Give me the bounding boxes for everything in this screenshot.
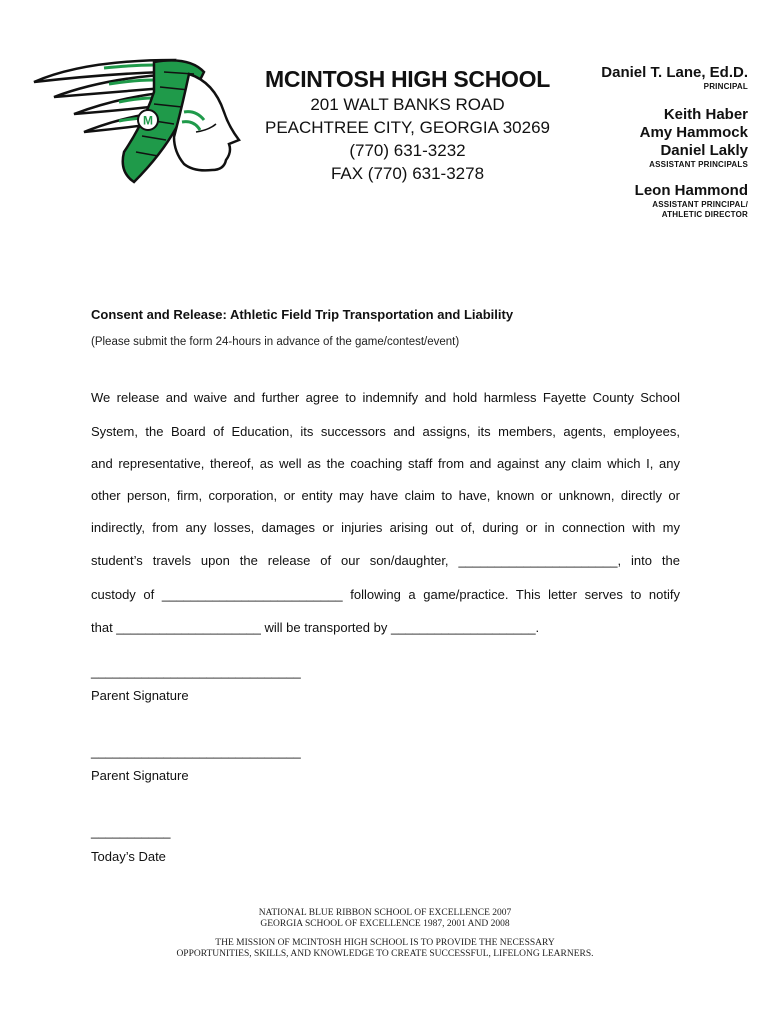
body-line-custody-blank[interactable]: custody of _________________________ following a game/practice. This letter serves to notify xyxy=(91,587,680,602)
address-line-1: 201 WALT BANKS ROAD xyxy=(310,95,505,114)
body-line: System, the Board of Education, its successors and assigns, its members, agents, employees, xyxy=(91,424,680,439)
footer-mission xyxy=(0,938,770,960)
body-line: We release and waive and further agree to indemnify and hold harmless Fayette County School xyxy=(91,390,680,405)
honors-line-1: NATIONAL BLUE RIBBON SCHOOL OF EXCELLENCE 2007 xyxy=(258,908,512,918)
mission-line-2: OPPORTUNITIES, SKILLS, AND KNOWLEDGE TO CREATE SUCCESSFUL, LIFELONG LEARNERS. xyxy=(176,949,594,959)
assistant-principal-name: Keith Haber xyxy=(663,106,748,123)
assistant-principals-block xyxy=(640,106,748,170)
assistant-principal-name: Amy Hammock xyxy=(639,124,748,141)
honors-line-2: GEORGIA SCHOOL OF EXCELLENCE 1987, 2001 AND 2008 xyxy=(260,919,510,929)
athletic-director-block xyxy=(635,182,748,220)
date-line[interactable]: ___________ xyxy=(91,824,171,839)
body-line: other person, firm, corporation, or entity may have claim to have, known or unknown, directly or xyxy=(91,488,680,503)
date-label: Today’s Date xyxy=(91,849,166,864)
principal-block xyxy=(601,64,748,92)
address-line-2: PEACHTREE CITY, GEORGIA 30269 xyxy=(264,118,550,137)
assistant-principal-name: Daniel Lakly xyxy=(660,142,748,159)
athletic-director-name: Leon Hammond xyxy=(634,182,748,199)
parent-signature-line-2[interactable]: _____________________________ xyxy=(91,744,301,759)
body-line-student-name-blank[interactable]: student’s travels upon the release of our son/daughter, ______________________, into the xyxy=(91,553,680,568)
principal-name: Daniel T. Lane, Ed.D. xyxy=(601,64,748,81)
parent-signature-label-2: Parent Signature xyxy=(91,768,189,783)
mission-line-1: THE MISSION OF MCINTOSH HIGH SCHOOL IS TO PROVIDE THE NECESSARY xyxy=(215,938,555,948)
parent-signature-line-1[interactable]: _____________________________ xyxy=(91,664,301,679)
fax-number: FAX (770) 631-3278 xyxy=(330,164,485,183)
form-title: Consent and Release: Athletic Field Trip Transportation and Liability xyxy=(91,307,514,322)
footer-honors xyxy=(0,908,770,930)
principal-title: PRINCIPAL xyxy=(703,82,748,91)
emblem-letter: M xyxy=(143,113,153,128)
body-line: and representative, thereof, as well as the coaching staff from and against any claim which I, any xyxy=(91,456,680,471)
school-address xyxy=(250,93,565,185)
phone-number: (770) 631-3232 xyxy=(349,141,466,160)
warrior-head-logo-icon xyxy=(24,52,254,192)
body-line: indirectly, from any losses, damages or injuries arising out of, during or in connection with my xyxy=(91,520,680,535)
school-logo xyxy=(24,52,254,192)
athletic-director-title-2: ATHLETIC DIRECTOR xyxy=(661,210,748,219)
school-name: MCINTOSH HIGH SCHOOL xyxy=(265,66,550,92)
body-line-transport-blank[interactable]: that ____________________ will be transported by ____________________. xyxy=(91,620,540,635)
parent-signature-label-1: Parent Signature xyxy=(91,688,189,703)
form-note: (Please submit the form 24-hours in advance of the game/contest/event) xyxy=(91,336,460,348)
athletic-director-title-1: ASSISTANT PRINCIPAL/ xyxy=(652,200,748,209)
assistant-principals-title: ASSISTANT PRINCIPALS xyxy=(649,160,748,169)
